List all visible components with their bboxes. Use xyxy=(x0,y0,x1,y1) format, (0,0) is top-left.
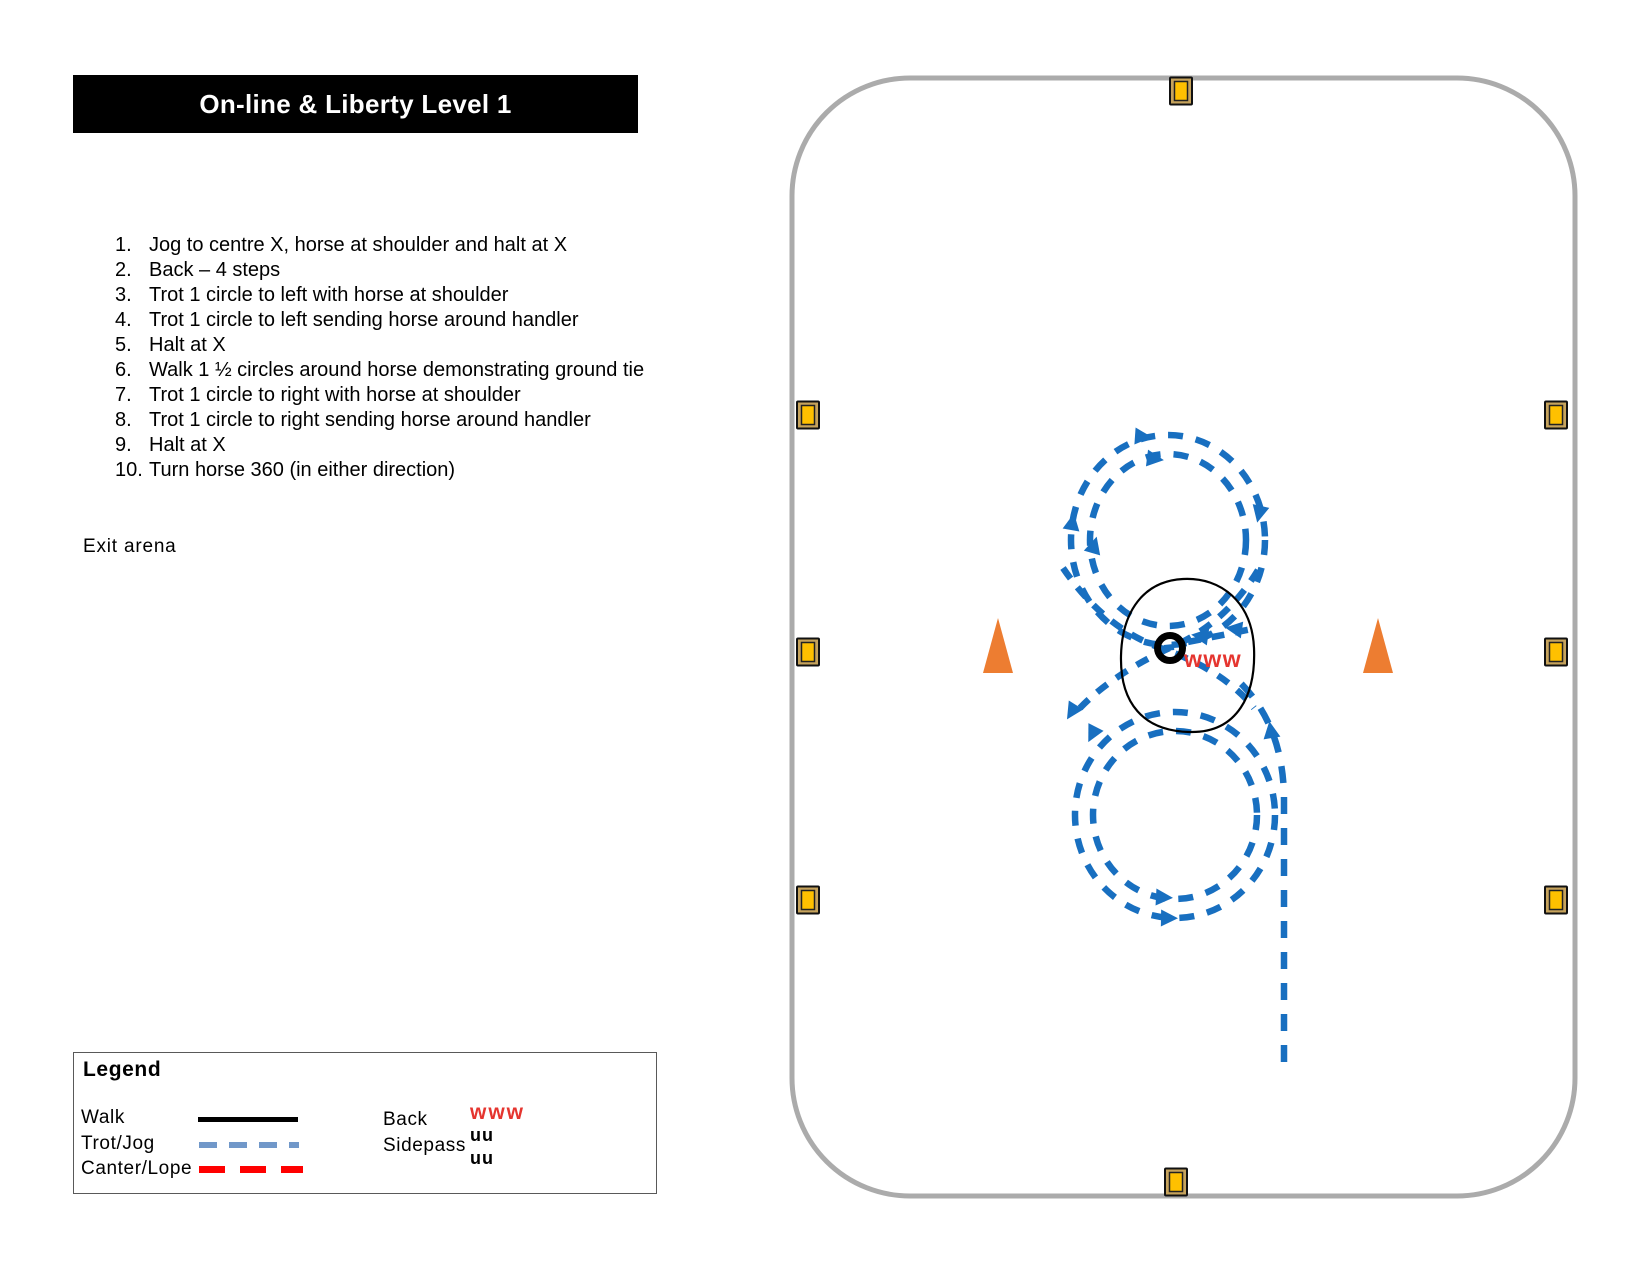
page-title: On-line & Liberty Level 1 xyxy=(73,75,638,133)
legend-canter-label: Canter/Lope xyxy=(81,1158,193,1179)
instruction-item xyxy=(115,308,644,333)
back-symbol-sample: www xyxy=(470,1101,526,1124)
instruction-number: 2. xyxy=(115,259,132,281)
trot-line-sample xyxy=(199,1142,299,1148)
legend-trot-label: Trot/Jog xyxy=(81,1133,155,1154)
instruction-item xyxy=(115,258,644,283)
cone-marker-left-middle xyxy=(797,639,819,666)
instruction-number: 1. xyxy=(115,234,132,256)
cone-marker-right-top xyxy=(1545,402,1567,429)
instruction-number: 8. xyxy=(115,409,132,431)
instruction-number: 7. xyxy=(115,384,132,406)
instruction-text: Trot 1 circle to right sending horse around handler xyxy=(149,409,591,431)
sidepass-symbol-sample: uu xyxy=(470,1125,494,1145)
instruction-number: 10. xyxy=(115,459,143,481)
instruction-item xyxy=(115,458,644,483)
instruction-number: 3. xyxy=(115,284,132,306)
legend xyxy=(73,1052,657,1194)
back-www-label: www xyxy=(1184,646,1243,672)
instruction-number: 5. xyxy=(115,334,132,356)
instruction-text: Walk 1 ½ circles around horse demonstrating ground tie xyxy=(149,359,645,381)
cone-marker-bottom xyxy=(1165,1169,1187,1196)
instruction-text: Halt at X xyxy=(149,434,226,456)
arena-diagram xyxy=(755,55,1650,1220)
instruction-text: Back – 4 steps xyxy=(149,259,281,281)
cone-marker-left-bottom xyxy=(797,887,819,914)
legend-sidepass-label: Sidepass xyxy=(383,1135,466,1156)
cone-marker-right-middle xyxy=(1545,639,1567,666)
ring-dashlet xyxy=(1164,647,1174,648)
instruction-text: Trot 1 circle to left sending horse around handler xyxy=(149,309,579,331)
instruction-item xyxy=(115,433,644,458)
cone-marker-left-top xyxy=(797,402,819,429)
instruction-list xyxy=(115,233,644,483)
instruction-item xyxy=(115,283,644,308)
instruction-text: Halt at X xyxy=(149,334,226,356)
instruction-item xyxy=(115,383,644,408)
instruction-text: Jog to centre X, horse at shoulder and halt at X xyxy=(149,234,568,256)
cone-marker-right-bottom xyxy=(1545,887,1567,914)
instruction-text: Trot 1 circle to left with horse at shoulder xyxy=(149,284,509,306)
exit-arena-label: Exit arena xyxy=(83,536,177,557)
instruction-item xyxy=(115,358,644,383)
sidepass-symbol-sample: uu xyxy=(470,1148,494,1168)
legend-back-label: Back xyxy=(383,1109,428,1130)
cone-marker-top xyxy=(1170,78,1192,105)
instruction-number: 9. xyxy=(115,434,132,456)
canter-line-sample xyxy=(199,1166,303,1173)
instruction-number: 6. xyxy=(115,359,132,381)
instruction-item xyxy=(115,333,644,358)
instruction-text: Trot 1 circle to right with horse at shoulder xyxy=(149,384,521,406)
instruction-number: 4. xyxy=(115,309,132,331)
legend-heading: Legend xyxy=(83,1058,162,1081)
instruction-item xyxy=(115,408,644,433)
instruction-text: Turn horse 360 (in either direction) xyxy=(149,459,456,481)
legend-walk-label: Walk xyxy=(81,1107,125,1128)
instruction-item xyxy=(115,233,644,258)
arena-boundary xyxy=(792,78,1575,1196)
walk-line-sample xyxy=(198,1117,298,1122)
